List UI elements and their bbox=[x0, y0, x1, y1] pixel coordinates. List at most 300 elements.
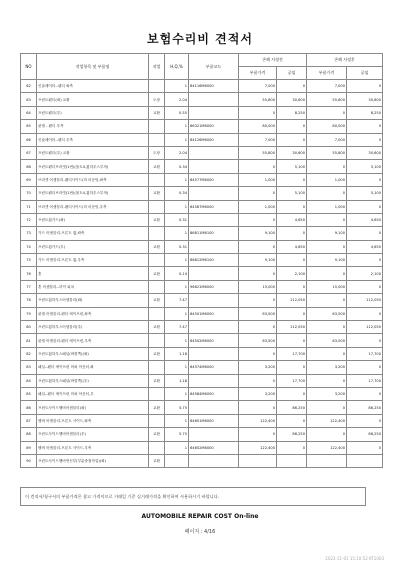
row-before-labor: 0 bbox=[277, 334, 307, 347]
row-hqty: 1 bbox=[165, 387, 189, 400]
row-before-parts: 0 bbox=[239, 267, 277, 280]
table-row bbox=[21, 414, 383, 427]
table-row bbox=[21, 267, 383, 280]
row-after-labor: 0 bbox=[347, 227, 383, 240]
row-after-parts: 0 bbox=[307, 374, 347, 387]
table-row bbox=[21, 428, 383, 441]
table-row bbox=[21, 441, 383, 454]
col-before-labor: 공임 bbox=[277, 67, 307, 80]
row-part-code: 64601M6000 bbox=[189, 414, 239, 427]
row-hqty: 7.47 bbox=[165, 321, 189, 334]
row-no: 71 bbox=[21, 200, 37, 213]
row-item-name: 판넬 어셈블리-펜더 에이프런,우측 bbox=[37, 334, 149, 347]
row-no: 65 bbox=[21, 120, 37, 133]
row-no: 90 bbox=[21, 454, 37, 467]
row-work bbox=[149, 441, 165, 454]
row-hqty: 0.31 bbox=[165, 240, 189, 253]
row-no: 68 bbox=[21, 160, 37, 173]
row-before-labor: 86,250 bbox=[277, 428, 307, 441]
row-work: 교환 bbox=[149, 213, 165, 226]
row-item-name: 프런트펜더(우) bbox=[37, 106, 149, 119]
row-work bbox=[149, 200, 165, 213]
row-before-labor: 0 bbox=[277, 227, 307, 240]
row-after-parts: 80,000 bbox=[307, 120, 347, 133]
page-indicator: 페이지 : 4/16 bbox=[184, 529, 216, 535]
row-after-parts: 1,000 bbox=[307, 200, 347, 213]
row-part-code bbox=[189, 106, 239, 119]
table-row bbox=[21, 280, 383, 293]
row-before-labor: 4,650 bbox=[277, 213, 307, 226]
row-hqty: 1.18 bbox=[165, 374, 189, 387]
row-part-code bbox=[189, 93, 239, 106]
row-item-name: 멤버 어셈블리-프론트 사이드,우측 bbox=[37, 441, 149, 454]
row-after-labor: 86,250 bbox=[347, 428, 383, 441]
row-work: 교환 bbox=[149, 160, 165, 173]
row-hqty: 1 bbox=[165, 441, 189, 454]
row-after-labor bbox=[347, 454, 383, 467]
row-item-name: 프런트휠하우스패널(바깥쪽)(좌) bbox=[37, 347, 149, 360]
row-before-parts: 122,400 bbox=[239, 414, 277, 427]
row-no: 87 bbox=[21, 414, 37, 427]
row-work bbox=[149, 133, 165, 146]
table-row bbox=[21, 227, 383, 240]
row-item-name: 프런트휠하우스어셈블리(우) bbox=[37, 321, 149, 334]
row-before-labor: 0 bbox=[277, 387, 307, 400]
row-no: 83 bbox=[21, 361, 37, 374]
row-before-labor: 0 bbox=[277, 120, 307, 133]
row-work: 교환 bbox=[149, 106, 165, 119]
col-hqty: H,Q,% bbox=[165, 54, 189, 80]
row-before-labor: 30,600 bbox=[277, 146, 307, 159]
table-row bbox=[21, 106, 383, 119]
row-after-parts: 0 bbox=[307, 428, 347, 441]
row-after-parts: 0 bbox=[307, 347, 347, 360]
row-before-parts: 0 bbox=[239, 213, 277, 226]
row-part-code bbox=[189, 213, 239, 226]
row-part-code: 64584M6000 bbox=[189, 387, 239, 400]
row-before-labor: 0 bbox=[277, 80, 307, 93]
table-row bbox=[21, 93, 383, 106]
row-work: 교환 bbox=[149, 454, 165, 467]
row-no: 76 bbox=[21, 267, 37, 280]
document-title: 보험수리비 견적서 bbox=[147, 32, 253, 46]
row-after-labor: 8,250 bbox=[347, 106, 383, 119]
row-item-name: 프런트펜더브라켓(1번)(볼트4,휠하우스부착) bbox=[37, 160, 149, 173]
row-work: 도장 bbox=[149, 146, 165, 159]
row-no: 64 bbox=[21, 106, 37, 119]
row-no: 75 bbox=[21, 254, 37, 267]
row-before-parts: 63,500 bbox=[239, 307, 277, 320]
row-after-labor: 0 bbox=[347, 254, 383, 267]
row-before-parts: 0 bbox=[239, 428, 277, 441]
row-after-parts: 9,100 bbox=[307, 227, 347, 240]
table-row bbox=[21, 454, 383, 467]
row-after-parts: 15,000 bbox=[307, 280, 347, 293]
row-no: 66 bbox=[21, 133, 37, 146]
row-no: 89 bbox=[21, 441, 37, 454]
table-row bbox=[21, 213, 383, 226]
row-before-labor bbox=[277, 454, 307, 467]
row-part-code: 64502M6000 bbox=[189, 334, 239, 347]
row-part-code: 64501M6000 bbox=[189, 307, 239, 320]
row-before-labor: 0 bbox=[277, 200, 307, 213]
row-after-labor: 0 bbox=[347, 280, 383, 293]
row-after-labor: 17,700 bbox=[347, 347, 383, 360]
row-after-labor: 5,100 bbox=[347, 187, 383, 200]
row-before-labor: 17,700 bbox=[277, 347, 307, 360]
row-part-code: 86811M6100 bbox=[189, 227, 239, 240]
row-before-parts: 0 bbox=[239, 347, 277, 360]
row-no: 77 bbox=[21, 280, 37, 293]
row-hqty: 1 bbox=[165, 334, 189, 347]
row-part-code: 86812M6100 bbox=[189, 254, 239, 267]
row-part-code bbox=[189, 267, 239, 280]
row-hqty: 1 bbox=[165, 120, 189, 133]
row-item-name: 가드 어셈블리-프론트 휠,좌측 bbox=[37, 227, 149, 240]
row-after-labor: 4,650 bbox=[347, 240, 383, 253]
row-before-parts: 15,000 bbox=[239, 280, 277, 293]
row-item-name: 프런트사이드멤버어셈블리(우) bbox=[37, 428, 149, 441]
row-work: 교환 bbox=[149, 267, 165, 280]
table-row bbox=[21, 187, 383, 200]
row-item-name: 인슐레이터--펜더 좌측 bbox=[37, 80, 149, 93]
row-hqty: 1 bbox=[165, 280, 189, 293]
row-no: 72 bbox=[21, 213, 37, 226]
row-hqty: 1 bbox=[165, 361, 189, 374]
row-part-code bbox=[189, 428, 239, 441]
row-after-labor: 0 bbox=[347, 80, 383, 93]
row-after-labor: 17,700 bbox=[347, 374, 383, 387]
row-item-name: 프런트펜더(좌) 교환 bbox=[37, 93, 149, 106]
row-part-code: 64574M6000 bbox=[189, 361, 239, 374]
row-no: 79 bbox=[21, 307, 37, 320]
row-after-labor: 0 bbox=[347, 387, 383, 400]
row-item-name: 프런트휠가드(좌) bbox=[37, 213, 149, 226]
row-item-name: 멤버 어셈블리-프론트 사이드,좌측 bbox=[37, 414, 149, 427]
row-before-labor: 8,250 bbox=[277, 106, 307, 119]
row-hqty: 5.75 bbox=[165, 428, 189, 441]
col-after-parts: 부품가격 bbox=[307, 67, 347, 80]
row-hqty: 0.34 bbox=[165, 187, 189, 200]
row-item-name: 프런트펜더(우) 교환 bbox=[37, 146, 149, 159]
row-work bbox=[149, 307, 165, 320]
row-hqty: 1 bbox=[165, 200, 189, 213]
row-no: 84 bbox=[21, 374, 37, 387]
table-row bbox=[21, 374, 383, 387]
row-after-parts: 63,500 bbox=[307, 307, 347, 320]
row-work bbox=[149, 254, 165, 267]
col-item: 작업항목 및 부품명 bbox=[37, 54, 149, 80]
row-after-parts: 55,800 bbox=[307, 93, 347, 106]
row-before-parts: 0 bbox=[239, 106, 277, 119]
row-before-labor: 30,600 bbox=[277, 93, 307, 106]
row-before-labor: 5,100 bbox=[277, 187, 307, 200]
row-part-code: 64577M6000 bbox=[189, 173, 239, 186]
table-row bbox=[21, 160, 383, 173]
row-work: 교환 bbox=[149, 240, 165, 253]
disclaimer-note: 이 견적서/청구서의 부품가격은 참고 가격이므로 거래일 기준 실거래가격을 확인하여 사용하시기 바랍니다. bbox=[20, 487, 366, 506]
row-after-labor: 5,100 bbox=[347, 160, 383, 173]
row-before-labor: 0 bbox=[277, 414, 307, 427]
row-before-labor: 4,650 bbox=[277, 240, 307, 253]
row-hqty: 5.75 bbox=[165, 401, 189, 414]
col-after-group: 손해 사정후 bbox=[307, 54, 383, 67]
table-row bbox=[21, 401, 383, 414]
row-before-parts: 9,100 bbox=[239, 227, 277, 240]
row-after-parts: 0 bbox=[307, 267, 347, 280]
row-before-parts: 0 bbox=[239, 160, 277, 173]
row-after-parts: 0 bbox=[307, 294, 347, 307]
row-hqty: 0.31 bbox=[165, 213, 189, 226]
row-part-code: 64587M6000 bbox=[189, 200, 239, 213]
row-no: 70 bbox=[21, 187, 37, 200]
row-part-code bbox=[189, 401, 239, 414]
row-before-labor: 0 bbox=[277, 361, 307, 374]
table-row bbox=[21, 173, 383, 186]
row-after-labor: 0 bbox=[347, 414, 383, 427]
row-part-code bbox=[189, 374, 239, 387]
row-item-name: 인슐레이터--펜더 우측 bbox=[37, 133, 149, 146]
col-before-parts: 부품가격 bbox=[239, 67, 277, 80]
row-before-parts: 1,000 bbox=[239, 200, 277, 213]
table-row bbox=[21, 133, 383, 146]
row-before-parts: 0 bbox=[239, 374, 277, 387]
row-after-parts: 3,200 bbox=[307, 387, 347, 400]
row-hqty: 2.04 bbox=[165, 93, 189, 106]
row-work: 교환 bbox=[149, 428, 165, 441]
row-part-code bbox=[189, 160, 239, 173]
row-part-code: 66321M6000 bbox=[189, 120, 239, 133]
footer-brand: AUTOMOBILE REPAIR COST On-line bbox=[141, 513, 259, 520]
row-item-name: 판넬 어셈블리-펜더 에이프런,좌측 bbox=[37, 307, 149, 320]
row-item-name: 판넬 - 펜더 우측 bbox=[37, 120, 149, 133]
row-hqty: 2.04 bbox=[165, 146, 189, 159]
row-after-labor: 0 bbox=[347, 441, 383, 454]
row-before-parts: 63,500 bbox=[239, 334, 277, 347]
row-before-parts: 0 bbox=[239, 240, 277, 253]
row-part-code bbox=[189, 454, 239, 467]
row-after-labor: 2,100 bbox=[347, 267, 383, 280]
row-before-labor: 0 bbox=[277, 133, 307, 146]
col-no: NO bbox=[21, 54, 37, 80]
row-no: 78 bbox=[21, 294, 37, 307]
row-before-labor: 0 bbox=[277, 280, 307, 293]
row-after-labor: 86,250 bbox=[347, 401, 383, 414]
col-after-labor: 공임 bbox=[347, 67, 383, 80]
row-part-code: 84116M6000 bbox=[189, 80, 239, 93]
row-no: 74 bbox=[21, 240, 37, 253]
row-before-labor: 112,050 bbox=[277, 321, 307, 334]
row-after-labor: 30,600 bbox=[347, 93, 383, 106]
row-no: 82 bbox=[21, 347, 37, 360]
row-item-name: 패널--펜더 에이프런 어퍼 아웃터,좌 bbox=[37, 361, 149, 374]
row-work bbox=[149, 361, 165, 374]
header-row-top bbox=[21, 54, 383, 67]
row-after-parts: 7,000 bbox=[307, 80, 347, 93]
row-no: 69 bbox=[21, 173, 37, 186]
row-before-labor: 0 bbox=[277, 254, 307, 267]
row-after-parts: 0 bbox=[307, 160, 347, 173]
row-item-name: 패널--펜더 에이프런 어퍼 아웃터,우 bbox=[37, 387, 149, 400]
estimate-table bbox=[20, 53, 383, 468]
row-hqty: 1 bbox=[165, 307, 189, 320]
row-before-parts: 7,000 bbox=[239, 133, 277, 146]
row-after-labor: 4,650 bbox=[347, 213, 383, 226]
table-row bbox=[21, 361, 383, 374]
row-no: 67 bbox=[21, 146, 37, 159]
row-no: 86 bbox=[21, 401, 37, 414]
row-part-code bbox=[189, 294, 239, 307]
row-after-parts: 9,100 bbox=[307, 254, 347, 267]
row-after-labor: 0 bbox=[347, 200, 383, 213]
row-item-name: 프런트휠하우스어셈블리(좌) bbox=[37, 294, 149, 307]
row-before-parts: 0 bbox=[239, 321, 277, 334]
row-after-labor: 0 bbox=[347, 173, 383, 186]
row-part-code: 64602M6000 bbox=[189, 441, 239, 454]
row-work bbox=[149, 80, 165, 93]
row-after-parts: 3,200 bbox=[307, 361, 347, 374]
row-before-parts: 55,800 bbox=[239, 146, 277, 159]
row-hqty: 0.14 bbox=[165, 267, 189, 280]
row-before-parts: 9,100 bbox=[239, 254, 277, 267]
row-hqty: 1 bbox=[165, 80, 189, 93]
row-before-parts: 7,000 bbox=[239, 80, 277, 93]
row-before-parts bbox=[239, 454, 277, 467]
row-work: 교환 bbox=[149, 374, 165, 387]
row-before-labor: 5,100 bbox=[277, 160, 307, 173]
row-before-parts: 1,000 bbox=[239, 173, 277, 186]
row-after-labor: 0 bbox=[347, 133, 383, 146]
row-before-labor: 86,250 bbox=[277, 401, 307, 414]
row-item-name: 브라켓 어셈블리-펜더사이드(하 마운팅,우측 bbox=[37, 200, 149, 213]
table-row bbox=[21, 254, 383, 267]
row-after-parts: 0 bbox=[307, 401, 347, 414]
table-row bbox=[21, 321, 383, 334]
row-hqty: 0.34 bbox=[165, 160, 189, 173]
row-after-parts bbox=[307, 454, 347, 467]
row-no: 63 bbox=[21, 93, 37, 106]
row-hqty: 1 bbox=[165, 133, 189, 146]
row-before-labor: 0 bbox=[277, 173, 307, 186]
row-item-name: 가드 어셈블리-프론트 휠,우측 bbox=[37, 254, 149, 267]
table-row bbox=[21, 200, 383, 213]
row-part-code bbox=[189, 187, 239, 200]
row-after-labor: 112,050 bbox=[347, 294, 383, 307]
row-before-parts: 0 bbox=[239, 401, 277, 414]
row-after-parts: 0 bbox=[307, 213, 347, 226]
row-after-labor: 0 bbox=[347, 334, 383, 347]
row-work bbox=[149, 414, 165, 427]
row-after-labor: 30,600 bbox=[347, 146, 383, 159]
row-work bbox=[149, 280, 165, 293]
row-hqty: 1 bbox=[165, 173, 189, 186]
row-work: 교환 bbox=[149, 321, 165, 334]
row-item-name: 혼 어셈블리--하이 피치 bbox=[37, 280, 149, 293]
row-before-parts: 122,400 bbox=[239, 441, 277, 454]
row-item-name: 브라켓 어셈블리-펜더사이드(하 마운팅,좌측 bbox=[37, 173, 149, 186]
row-after-parts: 122,400 bbox=[307, 414, 347, 427]
col-work: 작업 bbox=[149, 54, 165, 80]
row-no: 81 bbox=[21, 334, 37, 347]
table-row bbox=[21, 80, 383, 93]
row-part-code bbox=[189, 347, 239, 360]
row-work: 교환 bbox=[149, 294, 165, 307]
row-work: 교환 bbox=[149, 347, 165, 360]
print-stamp: 2023-11-01 15:10:52 KT1003 bbox=[325, 556, 384, 561]
row-no: 88 bbox=[21, 428, 37, 441]
table-row bbox=[21, 240, 383, 253]
row-hqty: 1.18 bbox=[165, 347, 189, 360]
col-before-group: 손해 사정전 bbox=[239, 54, 307, 67]
row-before-parts: 80,000 bbox=[239, 120, 277, 133]
row-after-parts: 7,000 bbox=[307, 133, 347, 146]
row-hqty bbox=[165, 454, 189, 467]
row-part-code: 84126M6000 bbox=[189, 133, 239, 146]
row-after-labor: 112,050 bbox=[347, 321, 383, 334]
row-after-parts: 63,500 bbox=[307, 334, 347, 347]
row-after-parts: 0 bbox=[307, 321, 347, 334]
row-after-labor: 0 bbox=[347, 307, 383, 320]
row-after-parts: 55,800 bbox=[307, 146, 347, 159]
row-after-parts: 0 bbox=[307, 106, 347, 119]
row-after-labor: 0 bbox=[347, 361, 383, 374]
row-before-parts: 3,200 bbox=[239, 361, 277, 374]
row-item-name: 프런트사이드멤버연신부(부분중첩작업)(좌) bbox=[37, 454, 149, 467]
table-row bbox=[21, 146, 383, 159]
row-work bbox=[149, 334, 165, 347]
row-item-name: 프런트휠가드(우) bbox=[37, 240, 149, 253]
row-before-parts: 0 bbox=[239, 294, 277, 307]
row-no: 73 bbox=[21, 227, 37, 240]
row-item-name: 프런트휠하우스패널(바깥쪽)(우) bbox=[37, 374, 149, 387]
row-item-name: 프런트펜더브라켓(1번)(볼트4,휠하우스부착) bbox=[37, 187, 149, 200]
table-row bbox=[21, 387, 383, 400]
row-hqty: 0.55 bbox=[165, 106, 189, 119]
row-no: 62 bbox=[21, 80, 37, 93]
row-after-parts: 0 bbox=[307, 187, 347, 200]
row-before-labor: 0 bbox=[277, 441, 307, 454]
row-before-parts: 3,200 bbox=[239, 387, 277, 400]
row-work bbox=[149, 387, 165, 400]
row-work: 교환 bbox=[149, 401, 165, 414]
row-before-labor: 112,050 bbox=[277, 294, 307, 307]
row-hqty: 1 bbox=[165, 414, 189, 427]
row-after-parts: 122,400 bbox=[307, 441, 347, 454]
row-hqty: 1 bbox=[165, 254, 189, 267]
row-after-labor: 0 bbox=[347, 120, 383, 133]
table-row bbox=[21, 334, 383, 347]
table-row bbox=[21, 307, 383, 320]
row-no: 85 bbox=[21, 387, 37, 400]
table-row bbox=[21, 294, 383, 307]
table-row bbox=[21, 347, 383, 360]
row-work: 교환 bbox=[149, 187, 165, 200]
row-work bbox=[149, 227, 165, 240]
row-before-parts: 0 bbox=[239, 187, 277, 200]
row-work: 도장 bbox=[149, 93, 165, 106]
row-work bbox=[149, 173, 165, 186]
row-before-parts: 55,800 bbox=[239, 93, 277, 106]
row-after-parts: 0 bbox=[307, 240, 347, 253]
col-code: 부품코드 bbox=[189, 54, 239, 80]
row-hqty: 7.47 bbox=[165, 294, 189, 307]
row-part-code bbox=[189, 321, 239, 334]
row-item-name: 프런트사이드멤버어셈블리(좌) bbox=[37, 401, 149, 414]
row-part-code: 96621M6000 bbox=[189, 280, 239, 293]
row-part-code bbox=[189, 146, 239, 159]
row-no: 80 bbox=[21, 321, 37, 334]
row-part-code bbox=[189, 240, 239, 253]
